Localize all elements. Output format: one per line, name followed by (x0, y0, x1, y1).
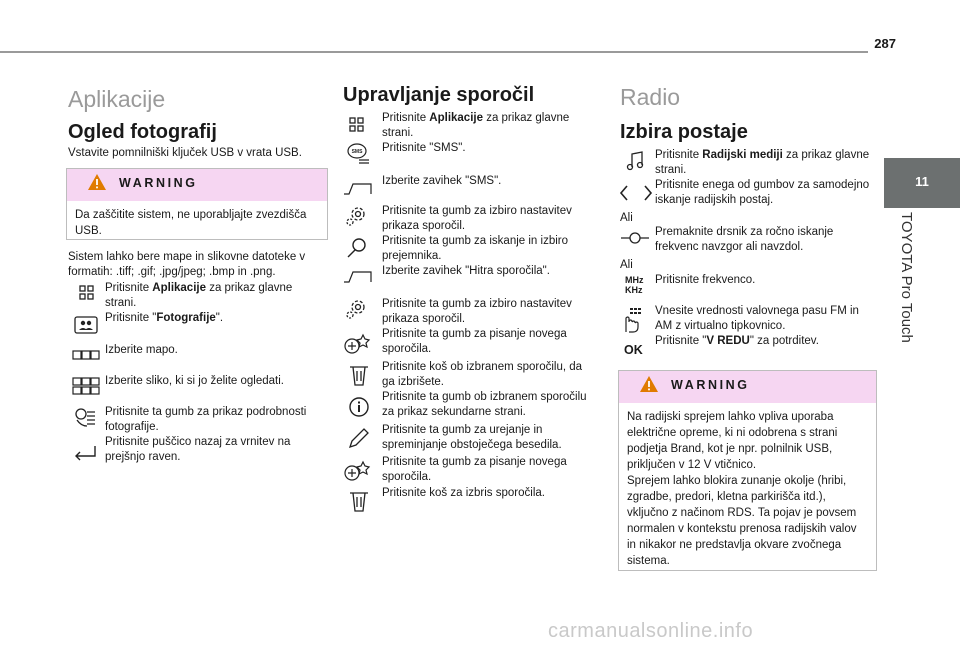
step-image: Izberite sliko, ki si jo želite ogledati. (105, 375, 284, 387)
step-quick-messages: Izberite zavihek "Hitra sporočila". (382, 265, 550, 277)
step-apps-col2: Pritisnite Aplikacije za prikaz glavne strani. (382, 112, 570, 139)
warning-triangle-icon (87, 173, 107, 191)
apps-grid-icon (75, 283, 99, 305)
section-title-radio: Radio (620, 84, 681, 110)
step-new-message: Pritisnite ta gumb za pisanje novega sporočila. (382, 328, 567, 355)
step-manual-slider: Premaknite drsnik za ročno iskanje frekvenc navzgor ali navzdol. (655, 226, 834, 253)
step-folder: Izberite mapo. (105, 344, 178, 356)
step-press-frequency: Pritisnite frekvenco. (655, 274, 756, 286)
warning-title: WARNING (119, 176, 198, 190)
frequency-icon: MHz KHz (625, 275, 644, 295)
step-confirm: Pritisnite "V REDU" za potrditev. (655, 335, 819, 347)
formats-text: Sistem lahko bere mape in slikovne datoteke v formatih: .tiff; .gif; .jpg/jpeg; .bmp in .png. (68, 251, 306, 278)
section-title-messages: Upravljanje sporočil (343, 84, 535, 106)
seek-arrows-icon (619, 182, 653, 204)
subsection-title-station: Izbira postaje (620, 121, 748, 143)
warning-header (67, 169, 327, 201)
step-new-message-2: Pritisnite ta gumb za pisanje novega sporočila. (382, 456, 567, 483)
intro-text: Vstavite pomnilniški ključek USB v vrata USB. (68, 147, 302, 159)
watermark: carmanualsonline.info (548, 620, 754, 642)
image-list-icon (72, 375, 100, 397)
warning-triangle-icon (639, 375, 659, 393)
folder-icon (72, 343, 100, 365)
keypad-icon (622, 307, 648, 333)
step-back: Pritisnite puščico nazaj za vrnitev na prejšnjo raven. (105, 436, 291, 463)
step-apps-col1: Pritisnite Aplikacije za prikaz glavne strani. (105, 282, 293, 309)
tab-icon (343, 265, 373, 287)
or-label: Ali (620, 212, 633, 224)
step-virtual-keyboard: Vnesite vrednosti valovnega pasu FM in AM z virtualno tipkovnico. (655, 305, 859, 332)
step-display-settings-2: Pritisnite ta gumb za izbiro nastavitev prikaza sporočil. (382, 298, 572, 325)
step-radio-media: Pritisnite Radijski mediji za prikaz glavne strani. (655, 149, 870, 176)
warning-box (618, 370, 877, 571)
details-icon (73, 407, 97, 429)
settings-icon (345, 205, 369, 227)
step-secondary-page: Pritisnite ta gumb ob izbranem sporočilu za prikaz sekundarne strani. (382, 391, 587, 418)
trash-icon (347, 364, 371, 386)
step-sms-tab: Izberite zavihek "SMS". (382, 175, 502, 187)
slider-icon (620, 227, 650, 249)
photos-icon (73, 313, 99, 335)
step-delete-selected: Pritisnite koš ob izbranem sporočilu, da ga izbrišete. (382, 361, 583, 388)
search-icon (345, 237, 369, 259)
top-rule (0, 51, 868, 53)
step-edit-text: Pritisnite ta gumb za urejanje in spreminjanje obstoječega besedila. (382, 424, 562, 451)
tab-icon (343, 177, 373, 199)
back-arrow-icon (73, 442, 97, 464)
subsection-title-photos: Ogled fotografij (68, 121, 217, 143)
apps-grid-icon (345, 115, 369, 137)
chapter-label: TOYOTA Pro Touch (898, 212, 915, 343)
warning-header (619, 371, 876, 403)
step-display-settings: Pritisnite ta gumb za izbiro nastavitev prikaza sporočil. (382, 205, 572, 232)
music-note-icon (624, 150, 648, 172)
settings-icon (345, 298, 369, 320)
svg-text:SMS: SMS (351, 149, 363, 155)
sms-icon (345, 141, 371, 165)
step-delete-message: Pritisnite koš za izbris sporočila. (382, 487, 545, 499)
warning-box (66, 168, 328, 240)
chapter-tab[interactable]: 11 (884, 158, 960, 208)
warning-body: Da zaščitite sistem, ne uporabljajte zvezdišča USB. (75, 209, 307, 237)
section-title-apps: Aplikacije (68, 86, 166, 112)
page-number: 287 (874, 36, 896, 51)
step-search-recipient: Pritisnite ta gumb za iskanje in izbiro prejemnika. (382, 235, 568, 262)
step-photos: Pritisnite "Fotografije". (105, 312, 224, 324)
ok-icon: OK (624, 343, 643, 357)
step-auto-seek: Pritisnite enega od gumbov za samodejno iskanje radijskih postaj. (655, 179, 870, 206)
info-icon (347, 396, 371, 418)
or-label: Ali (620, 259, 633, 271)
new-message-icon (343, 333, 371, 355)
warning-body: Na radijski sprejem lahko vpliva uporaba električne opreme, ki ni odobrena s strani podjetja Brand, kot je npr. polnilnik USB, priključen v 12 V vtičnico. Sprejem lahko blokira zunanje okolje (hribi, zgradbe, predori, kletna parkirišča itd.), vključno z načinom RDS. Ta pojav je povsem normalen v kontekstu prenosa radijskih valov in nikakor ne predstavlja okvare zvočnega sistema. (627, 411, 857, 567)
edit-pencil-icon (347, 427, 371, 449)
new-message-icon (343, 460, 371, 482)
step-details: Pritisnite ta gumb za prikaz podrobnosti fotografije. (105, 406, 307, 433)
warning-title: WARNING (671, 378, 750, 392)
trash-icon (347, 490, 371, 512)
step-sms: Pritisnite "SMS". (382, 142, 466, 154)
